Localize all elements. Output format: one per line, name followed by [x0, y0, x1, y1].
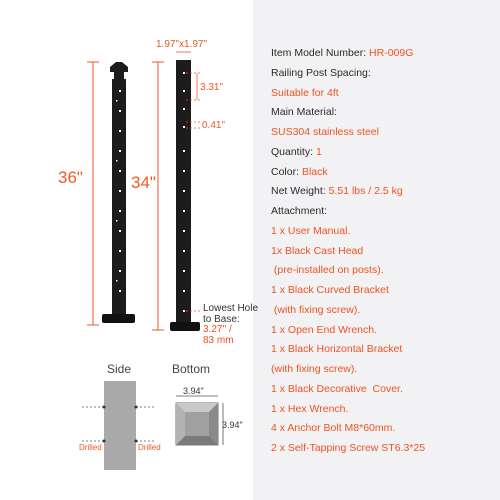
lowest-hole-line2: to Base:	[203, 313, 240, 325]
spec-value: HR-009G	[369, 47, 414, 59]
spec-value: 1 x Hex Wrench.	[271, 402, 349, 415]
drilled-left-label: Drilled	[79, 443, 102, 452]
spec-value: Suitable for 4ft	[271, 86, 339, 99]
spec-line	[271, 225, 350, 238]
lowest-hole-line3: 3.27'' /	[203, 324, 232, 335]
spec-line	[271, 205, 327, 218]
spec-value: 1x Black Cast Head	[271, 244, 364, 257]
spec-value: 1 x Black Curved Bracket	[271, 284, 389, 296]
spec-line	[271, 106, 337, 119]
spec-value: Black	[301, 165, 328, 178]
spec-line	[271, 245, 363, 258]
spec-value: 1 x Open End Wrench.	[271, 323, 378, 336]
spec-line	[271, 166, 328, 179]
bottom-width-label: 3.94"	[183, 386, 204, 396]
dim-34-label: 34"	[131, 173, 156, 192]
spec-line	[271, 304, 360, 317]
spec-line	[271, 87, 339, 100]
side-title: Side	[107, 362, 132, 376]
bottom-view	[176, 396, 223, 445]
drilled-right-label: Drilled	[138, 443, 161, 452]
spec-value: 1 x User Manual.	[271, 224, 351, 237]
lowest-hole-line1: Lowest Hole	[203, 303, 259, 314]
spec-value: (with fixing screw).	[271, 363, 358, 375]
spec-line	[271, 324, 377, 337]
spec-line	[271, 363, 357, 376]
dim-top-label: 1.97"x1.97"	[156, 39, 208, 50]
bottom-title: Bottom	[172, 362, 211, 376]
dim-36-label: 36"	[58, 168, 83, 187]
spec-label: Item Model Number:	[271, 47, 370, 59]
spec-label: Attachment:	[271, 205, 328, 217]
spec-line	[271, 67, 371, 80]
dim-line-36	[87, 62, 99, 325]
side-view	[82, 381, 156, 470]
spec-value: 4 x Anchor Bolt M8*60mm.	[271, 422, 396, 435]
spec-line	[271, 146, 322, 159]
spec-value: SUS304 stainless steel	[271, 126, 379, 138]
spec-label: Railing Post Spacing:	[271, 66, 371, 79]
bottom-height-label: 3.94"	[222, 420, 243, 430]
spec-line	[271, 47, 413, 60]
spec-value: 1	[315, 145, 322, 158]
spec-value: 2 x Self-Tapping Screw ST6.3*25	[271, 442, 426, 454]
spec-line	[271, 343, 402, 356]
spec-line	[271, 403, 348, 416]
dim-041-label: 0.41"	[202, 120, 226, 131]
spec-line	[271, 422, 395, 435]
lowest-hole-line4: 83 mm	[203, 334, 234, 346]
spec-line	[271, 126, 379, 139]
spec-value: (with fixing screw).	[271, 303, 361, 316]
spec-line	[271, 442, 425, 455]
spec-line	[271, 185, 403, 198]
dim-line-34	[152, 62, 164, 330]
spec-value: 1 x Black Horizontal Bracket	[271, 343, 403, 356]
spec-value: 5.51 lbs / 2.5 kg	[328, 185, 403, 198]
spec-line	[271, 383, 403, 396]
spec-line	[271, 284, 389, 297]
spec-label: Color:	[271, 165, 302, 178]
spec-label: Quantity:	[271, 145, 316, 158]
spec-line	[271, 264, 384, 277]
spec-label: Main Material:	[271, 106, 337, 119]
spec-value: 1 x Black Decorative Cover.	[271, 382, 403, 395]
spec-value: (pre-installed on posts).	[271, 264, 384, 277]
lowest-hole-label	[203, 304, 258, 346]
dim-331-label: 3.31"	[200, 82, 224, 93]
spec-label: Net Weight:	[271, 185, 329, 198]
